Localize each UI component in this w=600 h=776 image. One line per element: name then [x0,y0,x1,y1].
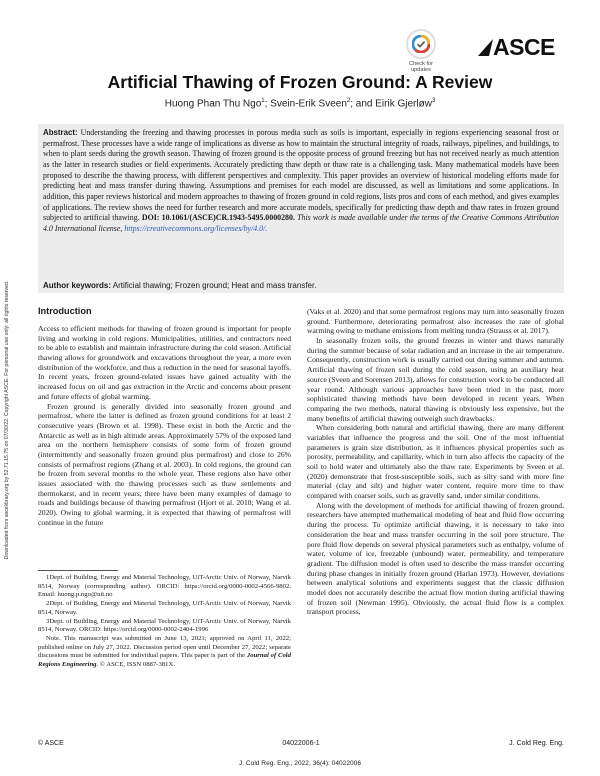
body-paragraph: Frozen ground is generally divided into seasonally frozen ground and permafrost, where the latter is defined as frozen ground conditions for at least 2 consecutive years (Brown et al. 1998). These exist in both the Arctic and the Antarctic as well as in high altitude areas. Approximately 57% of the exposed land area on the northern hemisphere consists of some form of frozen ground (intermittently and seasonally frozen ground plus permafrost) and close to 26% consists of permafrost regions (Zhang et al. 2003). In cold regions, the ground can be frozen from several months to the whole year. These regions also have other issues associated with the thawing processes such as thaw settlements and thermokarst, and in recent years, there have been many examples of damage to roads and buildings because of thawing permafrost (Hjort et al. 2018; Wang et al. 2020). Owing to global warming, it is expected that thawing of permafrost will continue in the future [38,401,291,527]
body-paragraph: When considering both natural and artificial thawing, there are many different variables that influence the progress and the soil. One of the most influential parameters is grain size distribution, as it influences physical properties such as porosity, permeability, and capillarity, which in turn also affects the capacity of the soil to hold water and ultimately also the thaw rate. Experiments by Sveen et al. (2020) demonstrate that frost-susceptible soils, such as silty sand with more fine material (clay and silt) and higher water content, require more time to thaw compared with coarser soils, such as gravelly sand, under similar conditions. [307,423,564,501]
keywords-label: Author keywords: [43,281,112,290]
abstract-label: Abstract: [43,128,78,137]
manuscript-note-tail: . © ASCE, ISSN 0887-381X. [96,661,175,669]
paper-title: Artificial Thawing of Frozen Ground: A Review [107,72,493,92]
author-name: Eirik Gjerløw [375,98,432,110]
keywords-text: Artificial thawing; Frozen ground; Heat and mass transfer. [112,281,317,290]
body-paragraph: Along with the development of methods for artificial thawing of frozen ground, researchers have attempted mathematical modeling of heat and fluid flow occurring during the process. To optimize artificial thawing, it is necessary to take into consideration the heat and mass transfer occurring in the soil pore structure. The pore fluid flow depends on several physical parameters such as enthalpy, volume of water, volume of ice, freezable (unbound) water, permeability, and temperature gradient. The diffusion model is often used to describe the mass transfer occurring during phase changes in initially frozen ground (Harlan 1973). However, deviations between analytical solutions and experiments suggest that the classic diffusion model does not accurately describe the actual flow motion during artificial thawing of frozen soil (Newman 1995). Obviously, the actual fluid flow is a complex transport process, [307,500,564,617]
author-separator: ; [264,98,271,110]
body-paragraph: Access to efficient methods for thawing of frozen ground is important for people living and working in cold regions. Municipalities, utilities, and contractors need to be able to establish and maintain infrastructure during the cold season. Artificial thawing allows for groundwork and excavations throughout the year, a more even distribution of the workforce, and thus a reduction in the need for seasonal layoffs. In recent years, frozen ground-related issues have gained actuality with the increased focus on oil and gas extraction in the Arctic and concerns about present and future effects of global warming. [38,324,291,401]
author-affiliation-mark: 1 [261,98,265,104]
check-for-updates-icon [406,29,436,59]
download-sidebar-note: Downloaded from ascelibrary.org by 52.71.15.75 on 07/30/22. Copyright ASCE. For personal use only; all rights reserved. [4,280,10,560]
footnote-affiliation: 2Dept. of Building, Energy and Material Technology, UiT-Arctic Univ. of Norway, Narvik 8514, Norway. [38,600,291,616]
asce-arrow-icon [478,39,493,56]
publisher-logo [478,34,555,61]
footnote-affiliation: 1Dept. of Building, Energy and Material Technology, UiT-Arctic Univ. of Norway, Narvik 8514, Norway (corresponding author). ORCID: https://orcid.org/0000-0002-4566-9802. Email: huong.p.ngo@uit.no [38,574,291,599]
journal-name: Journal of Cold Regions Engineering [38,652,291,669]
author-list [0,98,600,109]
manuscript-note-text: Note. This manuscript was submitted on June 13, 2021; approved on April 11, 2022; published online on July 27, 2022. Discussion period open until December 27, 2022; separate discussions must be submitted for individual papers. This paper is part of the [38,634,291,660]
check-for-updates-badge[interactable] [404,29,438,75]
left-column [38,324,291,527]
footer-journal: J. Cold Reg. Eng. [509,740,564,747]
footer-copyright: © ASCE [38,740,64,747]
body-paragraph: (Vaks et al. 2020) and that some permafrost regions may turn into seasonally frozen ground. Furthermore, deteriorating permafrost also increases the rate of global warming owing to methane emissions from melting tundra (Strauss et al. 2017). [307,307,564,336]
check-badge-line2: updates [411,67,431,73]
citation-line: J. Cold Reg. Eng., 2022, 36(4): 04022006 [238,760,362,767]
keywords-box [38,279,564,293]
body-paragraph: In seasonally frozen soils, the ground freezes in winter and thaws naturally during the summer because of solar radiation and an increase in the air temperature. Consequently, construction work is usually carried out during summer and autumn. Artificial thawing of frozen soil during the cold season, using an auxiliary heat source (Sveen and Sorensen 2013), allows for construction work to be conducted all year round. Although various approaches have been tried in the past, more sophisticated thawing methods have been developed in recent years. When comparing the two methods, natural thawing is obviously less expensive, but the many benefits of artificial thawing outweigh such drawbacks. [307,336,564,423]
doi-link[interactable]: DOI: 10.1061/(ASCE)CR.1943-5495.0000280. [141,213,295,223]
author-affiliation-mark: 2 [346,98,351,104]
publisher-logo-text: ASCE [493,34,555,60]
author-separator: ; and [350,98,376,110]
license-text: This work is made available under the terms of the Creative Commons Attribution 4.0 International license, [43,213,559,233]
footer-page-number: 04022006-1 [282,740,320,747]
right-column [307,307,564,617]
author-affiliation-mark: 3 [431,98,436,104]
license-link[interactable]: https://creativecommons.org/licenses/by/4.0/. [124,223,268,233]
abstract-box [38,124,564,279]
check-badge-line1: Check for [409,61,433,67]
author-name: Svein-Erik Sveen [270,98,347,110]
section-heading-introduction: Introduction [38,306,92,316]
footnote-divider [38,570,118,571]
manuscript-note [38,635,291,670]
author-name: Huong Phan Thu Ngo [164,98,262,110]
abstract-text: Understanding the freezing and thawing processes in porous media such as soils is important, especially in regions experiencing seasonal frost or permafrost. These processes have a wide range of implications as diverse as how to maintain the structural integrity of roads, railways, pipelines, and buildings, to when to plant seeds during the growth season. Thawing of frozen ground is the opposite process of ground freezing but has not received nearly as much attention as the latter in research studies or field experiments. Accurately predicting thaw depth or thaw rate is a challenging task. Many mathematical models have been proposed to describe the thawing process, with different perspectives and complexity. This paper provides an overview of historical modeling efforts made for predicting heat and mass transfer during thawing. Assumptions and premises for each model are discussed, as well as limitations and some applications. In addition, this paper reviews historical and modern approaches to thawing of frozen ground in cold regions, lists pros and cons of each method, and gives examples of applications. The review shows the need for further research and more accurate models, specifically for predicting thaw depth and thaw rates in frozen ground subjected to artificial thawing. [43,128,559,223]
footnotes [38,574,291,670]
footnote-affiliation: 3Dept. of Building, Energy and Material Technology, UiT-Arctic Univ. of Norway, Narvik 8514, Norway. ORCID: https://orcid.org/0000-0002-2404-1996 [38,617,291,634]
